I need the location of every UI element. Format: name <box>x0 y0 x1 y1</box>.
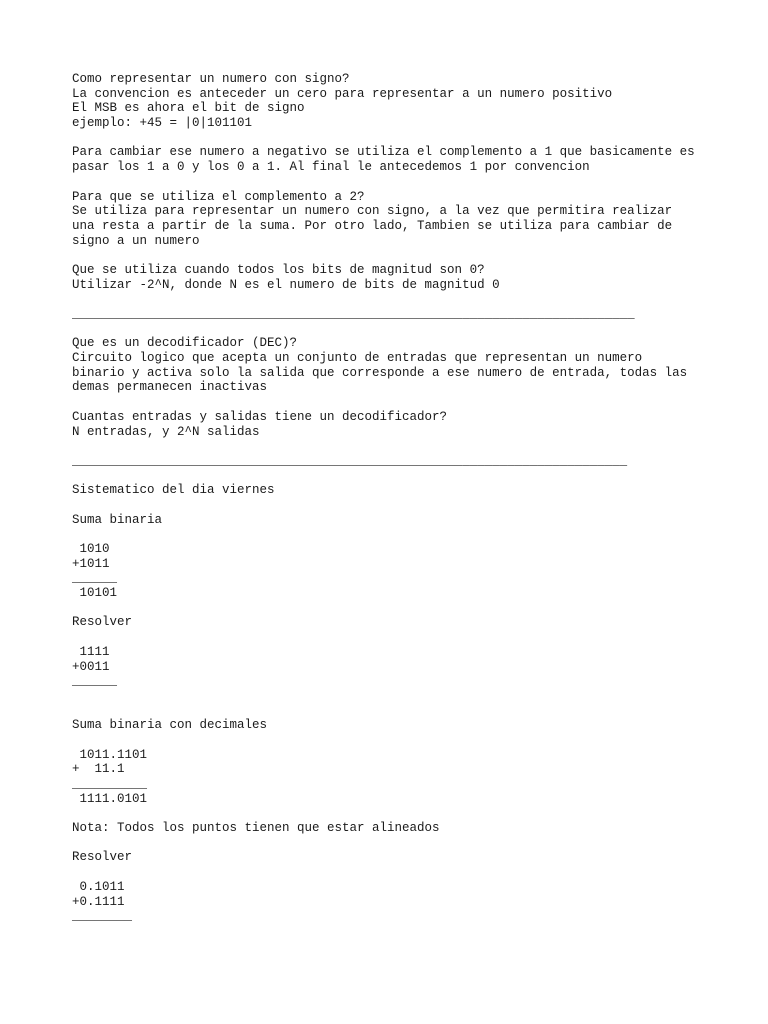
blank-line <box>72 630 712 645</box>
text-line: Se utiliza para representar un numero con signo, a la vez que permitira realizar <box>72 204 673 219</box>
operand-line: +0011 <box>72 659 110 674</box>
text-line: Suma binaria <box>72 512 163 527</box>
text-line: La convencion es anteceder un cero para representar a un numero positivo <box>72 86 613 101</box>
blank-line <box>72 865 712 880</box>
text-line: El MSB es ahora el bit de signo <box>72 101 305 116</box>
text-line: Para cambiar ese numero a negativo se utiliza el complemento a 1 que basicamente es <box>72 145 695 160</box>
text-line: ejemplo: +45 = |0|101101 <box>72 116 253 131</box>
operand-line: + 11.1 <box>72 762 125 777</box>
text-line: Cuantas entradas y salidas tiene un decodificador? <box>72 409 448 424</box>
text-line: signo a un numero <box>72 233 200 248</box>
text-line: Nota: Todos los puntos tienen que estar alineados <box>72 821 440 836</box>
text-line: Que se utiliza cuando todos los bits de magnitud son 0? <box>72 262 485 277</box>
result-line: 1111.0101 <box>72 791 148 806</box>
blank-line <box>72 175 712 190</box>
result-line: 10101 <box>72 586 118 601</box>
blank-line <box>72 689 712 704</box>
operand-line: 0.1011 <box>72 879 125 894</box>
blank-line <box>72 704 712 719</box>
text-line: Circuito logico que acepta un conjunto de entradas que representan un numero <box>72 351 643 366</box>
blank-line <box>72 131 712 146</box>
blank-line <box>72 395 712 410</box>
blank-line <box>72 292 712 307</box>
text-line: Para que se utiliza el complemento a 2? <box>72 189 365 204</box>
blank-line <box>72 498 712 513</box>
text-line: Que es un decodificador (DEC)? <box>72 336 298 351</box>
operand-line: 1111 <box>72 644 110 659</box>
text-line: Utilizar -2^N, donde N es el numero de bits de magnitud 0 <box>72 277 500 292</box>
sum-rule: ______ <box>72 571 118 586</box>
sum-rule: ________ <box>72 909 133 924</box>
document-page <box>72 72 712 924</box>
text-line: Resolver <box>72 850 133 865</box>
text-line: demas permanecen inactivas <box>72 380 268 395</box>
section-divider: ___________________________________________________________________________ <box>72 307 635 321</box>
text-line: pasar los 1 a 0 y los 0 a 1. Al final le antecedemos 1 por convencion <box>72 160 590 175</box>
blank-line <box>72 733 712 748</box>
blank-line <box>72 439 712 454</box>
blank-line <box>72 601 712 616</box>
blank-line <box>72 469 712 484</box>
blank-line <box>72 527 712 542</box>
section-divider: __________________________________________________________________________ <box>72 453 628 468</box>
blank-line <box>72 322 712 337</box>
text-line: Sistematico del dia viernes <box>72 483 275 498</box>
operand-line: +0.1111 <box>72 894 125 909</box>
operand-line: 1011.1101 <box>72 747 148 762</box>
operand-line: 1010 <box>72 542 110 556</box>
text-line: Suma binaria con decimales <box>72 718 268 733</box>
text-line: una resta a partir de la suma. Por otro lado, Tambien se utiliza para cambiar de <box>72 218 673 233</box>
text-line: N entradas, y 2^N salidas <box>72 424 260 439</box>
sum-rule: ______ <box>72 674 118 689</box>
blank-line <box>72 806 712 821</box>
text-line: binario y activa solo la salida que corresponde a ese numero de entrada, todas las <box>72 365 688 380</box>
text-line: Como representar un numero con signo? <box>72 72 350 86</box>
blank-line <box>72 248 712 263</box>
operand-line: +1011 <box>72 556 110 571</box>
blank-line <box>72 836 712 851</box>
text-line: Resolver <box>72 615 133 630</box>
sum-rule: __________ <box>72 777 148 791</box>
